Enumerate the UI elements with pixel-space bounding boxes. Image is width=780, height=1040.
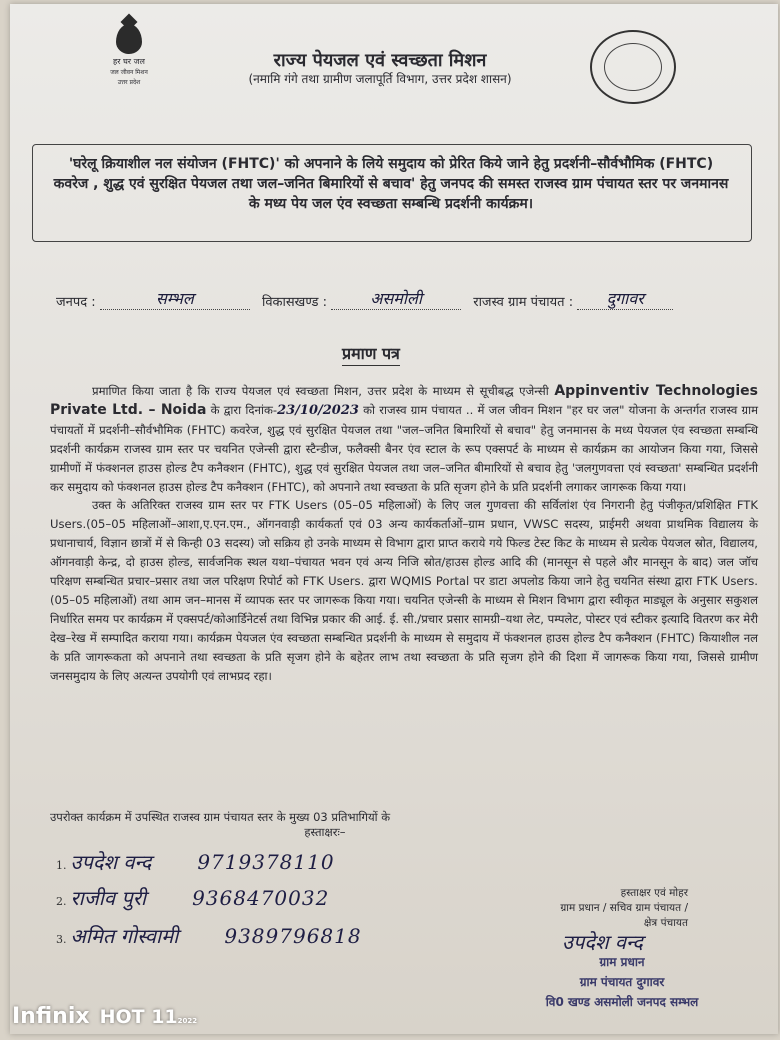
signatory-phone: 9368470032 — [192, 886, 330, 910]
agency-name: Appinventiv Technologies Private Ltd. – Noida — [50, 383, 759, 418]
body-paragraph-1 — [50, 382, 758, 496]
signatories-intro — [50, 810, 520, 840]
signatory-row — [56, 884, 329, 911]
gram-pradhan-stamp — [502, 952, 742, 1012]
signatory-name: उपदेश वन्द — [70, 850, 152, 874]
logo-text-3: उत्तर प्रदेश — [117, 79, 141, 86]
body-p1-rest: को राजस्व ग्राम पंचायत .. में जल जीवन मिशन "हर घर जल" योजना के अन्तर्गत राजस्व ग्राम पंचायतों में प्रदर्शनी–सौर्वभौमिक (FHTC) कवरेज, शुद्ध एवं सुरक्षित पेयजल तथा "जल–जनित बिमारियों से बचाव" हेतु जनमानस के मध्य पेयजल एंव स्वच्छता सम्बन्धि प्रदर्शनी कार्यक्रम राजस्व ग्राम स्तर पर चयनित एजेन्सी द्वारा स्टैन्डीज, फलैक्सी बैनर एंव स्टाल के रूप एक्सपर्ट के माध्यम से कार्यक्रम का आयोजन किया गया, जिससे ग्रामीणों में फंक्शनल हाउस होल्ड टैप कनैक्शन (FHTC), शुद्ध एवं सुरक्षित पेयजल तथा जल–जनित बीमारियों से बचाव हेतु 'जलगुणवत्ता एवं स्वच्छता' सम्बन्धित प्रदर्शनी कर समुदाय को फंक्शनल हाउस होल्ड टैप कनैक्शन (FHTC), को अपनाने तथा स्वच्छता के प्रति सृजग होने के प्रति प्रदर्शनी लगाकर जागरूक किया गया। — [50, 402, 759, 494]
body-p1-start: प्रमाणित किया जाता है कि राज्य पेयजल एवं स्वच्छता मिशन, उत्तर प्रदेश के माध्यम से सूचीबद्ध एजेन्सी — [92, 384, 549, 398]
body-p1-mid: के द्वारा दिनांक- — [210, 402, 278, 417]
certificate-body — [50, 382, 758, 686]
signatories-intro-text: उपरोक्त कार्यक्रम में उपस्थित राजस्व ग्राम पंचायत स्तर के मुख्य 03 प्रतिभागियों के — [50, 810, 391, 824]
har-ghar-jal-logo — [94, 24, 164, 86]
authority-signature: उपदेश वन्द — [562, 930, 643, 954]
authority-line-3: क्षेत्र पंचायत — [643, 917, 688, 929]
seal-emblem — [604, 43, 662, 91]
block-value: असमोली — [331, 287, 461, 310]
signatory-number: 3. — [56, 933, 67, 946]
program-date: 23/10/2023 — [277, 402, 359, 418]
gram-panchayat-value: दुगावर — [577, 287, 673, 310]
stamp-line-3: वि0 खण्ड असमोली जनपद सम्भल — [545, 995, 699, 1009]
stamp-line-1: ग्राम प्रधान — [599, 955, 645, 969]
district-label: जनपद : — [56, 295, 96, 310]
signatory-row — [56, 922, 362, 949]
certificate-title: प्रमाण पत्र — [342, 342, 400, 366]
signatory-name: अमित गोस्वामी — [70, 924, 179, 948]
signatory-name: राजीव पुरी — [70, 886, 147, 910]
page-title: राज्य पेयजल एवं स्वच्छता मिशन — [273, 50, 487, 71]
signatory-number: 2. — [56, 895, 67, 908]
watermark-brand: Infinix — [12, 1004, 90, 1029]
page-subtitle: (नमामि गंगे तथा ग्रामीण जलापूर्ति विभाग, उत्तर प्रदेश शासन) — [248, 72, 512, 86]
logo-text-1: हर घर जल — [113, 57, 145, 66]
water-drop-icon — [116, 24, 142, 54]
watermark-year: 2022 — [177, 1017, 198, 1025]
program-title-text: 'घरेलू क्रियाशील नल संयोजन (FHTC)' को अपनाने के लिये समुदाय को प्रेरित किये जाने हेतु प्रदर्शनी–सौर्वभौमिक (FHTC) कवरेज , शुद्ध एवं सुरक्षित पेयजल तथा जल–जनित बिमारियों से बचाव' हेतु जनपद की समस्त राजस्व ग्राम पंचायत स्तर पर जनमानस के मध्य पेय जल एंव स्वच्छता सम्बन्धि प्रदर्शनी कार्यक्रम। — [53, 156, 729, 212]
signatory-number: 1. — [56, 859, 67, 872]
body-paragraph-2: उक्त के अतिरिक्त राजस्व ग्राम स्तर पर FTK Users (05–05 महिलाओं) के लिए जल गुणवत्ता की सर्विलांश एंव निगरानी हेतु पंजीकृत/प्रशिक्षित FTK Users.(05–05 महिलाओं–आशा,ए.एन.एम., ऑगनवाड़ी कार्यकर्ता एवं 03 अन्य कार्यकर्ताओं–ग्राम प्रधान, VWSC सदस्य, प्राईमरी अथवा प्राथमिक विद्यालय के प्रधानाचार्य, विज्ञान छात्रों में से किन्ही 03 सदस्य) जो सक्रिय हो उनके माध्यम से विभाग द्वारा प्राप्त कराये गये फिल्ड टेस्ट किट के माध्यम से प्रत्येक पेयजल स्रोत, विद्यालय, ऑगनवाड़ी केन्द्र, दो हाउस होल्ड, सार्वजनिक स्थल यथा–पंचायत भवन एवं अन्य निजि स्रोत/हाउस होल्ड आदि की (मानसून से पहले और मानसून के बाद) जल जॉच परिक्षण सम्बन्धित प्रचार–प्रसार तथा जल परिक्षण रिपोर्ट को FTK Users. द्वारा WQMIS Portal पर डाटा अपलोड किया जाने हेतु चयनित संस्था द्वारा FTK Users.(05–05 महिलाओं) तथा आम जन–मानस में व्यापक स्तर पर जागरूक किया गया। चयनित एजेन्सी के माध्यम से मिशन विभाग द्वारा स्वीकृत माड्यूल के अनुसार सकुशल निर्धारित समय पर कार्यक्रम में एक्सपर्ट/कोआर्डिनेटर्स तथा विभिन्न प्रकार की आई. ई. सी./प्रचार प्रसार सामग्री–यथा लेट, पम्पलेट, पोस्टर एवं स्टीकर इत्यादि वितरण कर मेरी देख–रेख में सम्पादित कराया गया। कार्यक्रम पेयजल एंव स्वच्छता सम्बन्धित प्रदर्शनी के माध्यम से समुदाय में फंक्शनल हाउस होल्ड टैप कनैक्शन (FHTC) कियाशील नल के प्रति जागरूकता को अपनाने तथा स्वच्छता के प्रति सृजग होने के बहेतर लाभ तथा स्वच्छता के प्रति सृजग होने की दिशा में जागरूक किया गया, जिससे ग्रामीण जनसमुदाय के लिए अत्यन्त उपयोगी एवं लाभप्रद रहा। — [50, 498, 758, 683]
authority-line-1: हस्ताक्षर एवं मोहर — [620, 887, 688, 899]
signatories-intro-text-2: हस्ताक्षरः– — [304, 825, 346, 839]
stamp-line-2: ग्राम पंचायत दुगावर — [579, 975, 665, 989]
document-page — [10, 4, 778, 1034]
signatory-phone: 9719378110 — [197, 850, 335, 874]
logo-text-2: जल जीवन मिशन — [110, 69, 148, 76]
watermark-model: HOT 11 — [99, 1006, 178, 1028]
authority-line-2: ग्राम प्रधान / सचिव ग्राम पंचायत / — [560, 902, 688, 914]
signatory-row — [56, 848, 335, 875]
authority-signature-block — [560, 886, 688, 931]
block-label: विकासखण्ड : — [261, 295, 327, 310]
district-value: सम्भल — [100, 287, 250, 310]
up-government-seal-icon — [590, 30, 676, 104]
location-fields — [56, 287, 746, 310]
signatory-phone: 9389796818 — [224, 924, 362, 948]
camera-watermark — [12, 1004, 197, 1029]
gram-panchayat-label: राजस्व ग्राम पंचायत : — [473, 295, 574, 310]
